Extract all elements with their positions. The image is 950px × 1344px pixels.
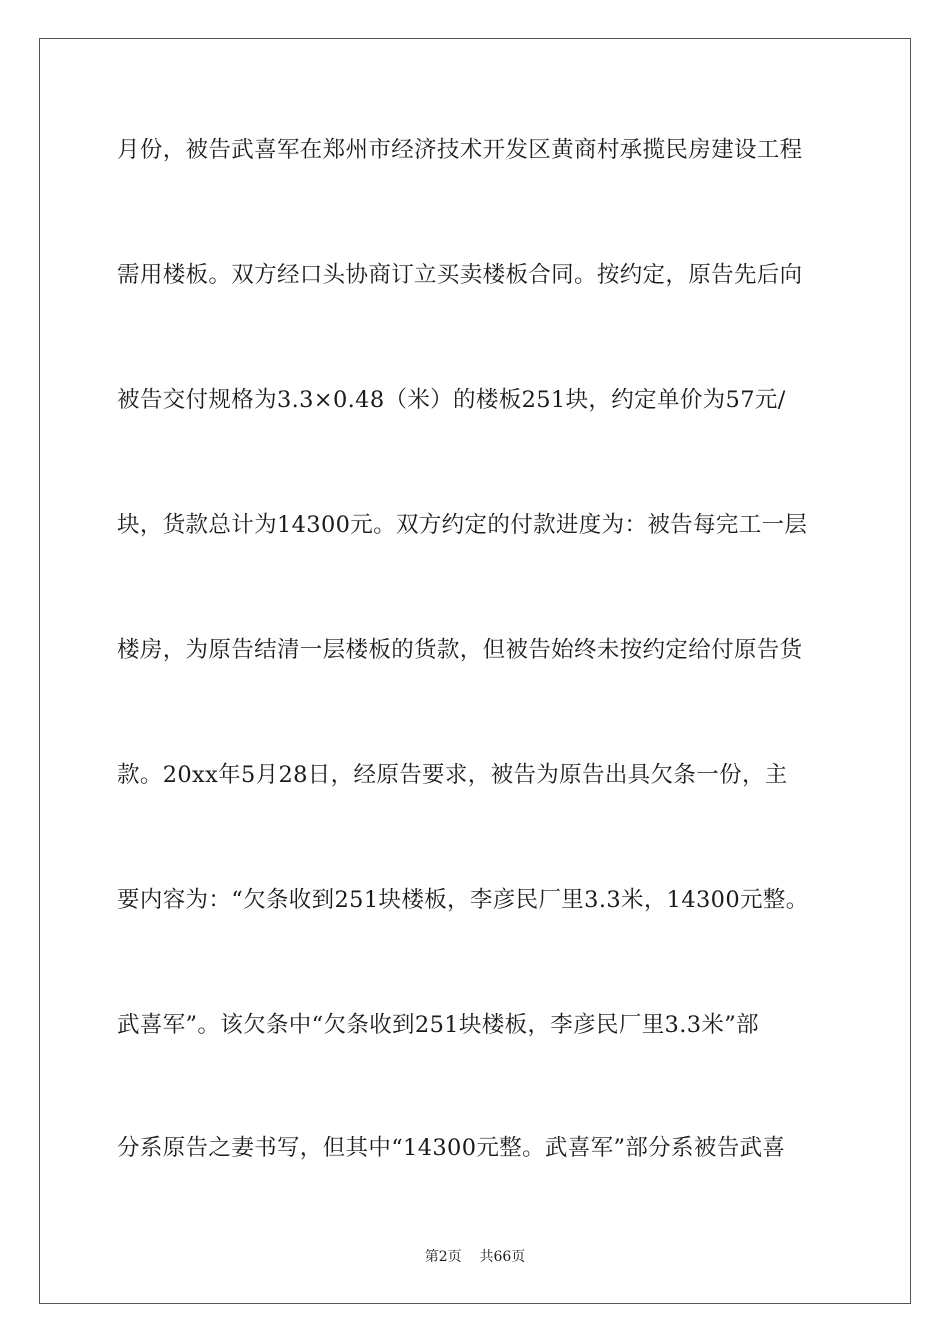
text-line: 楼房，为原告结清一层楼板的货款，但被告始终未按约定给付原告货: [117, 637, 803, 663]
page-number: 第2页: [424, 1249, 462, 1265]
page-border: [39, 38, 911, 1304]
text-line: 块，货款总计为14300元。双方约定的付款进度为：被告每完工一层: [117, 512, 808, 538]
text-line: 分系原告之妻书写，但其中“14300元整。武喜军”部分系被告武喜: [117, 1135, 786, 1161]
text-line: 需用楼板。双方经口头协商订立买卖楼板合同。按约定，原告先后向: [117, 262, 803, 288]
page-footer: [0, 1248, 950, 1266]
text-line: 款。20xx年5月28日，经原告要求，被告为原告出具欠条一份，主: [117, 762, 788, 788]
total-pages: 共66页: [479, 1249, 526, 1265]
text-line: 要内容为：“欠条收到251块楼板，李彦民厂里3.3米，14300元整。: [117, 887, 809, 913]
text-line: 武喜军”。该欠条中“欠条收到251块楼板，李彦民厂里3.3米”部: [117, 1012, 759, 1038]
text-line: 月份，被告武喜军在郑州市经济技术开发区黄商村承揽民房建设工程: [117, 137, 803, 163]
text-line: 被告交付规格为3.3×0.48（米）的楼板251块，约定单价为57元/: [117, 387, 786, 413]
